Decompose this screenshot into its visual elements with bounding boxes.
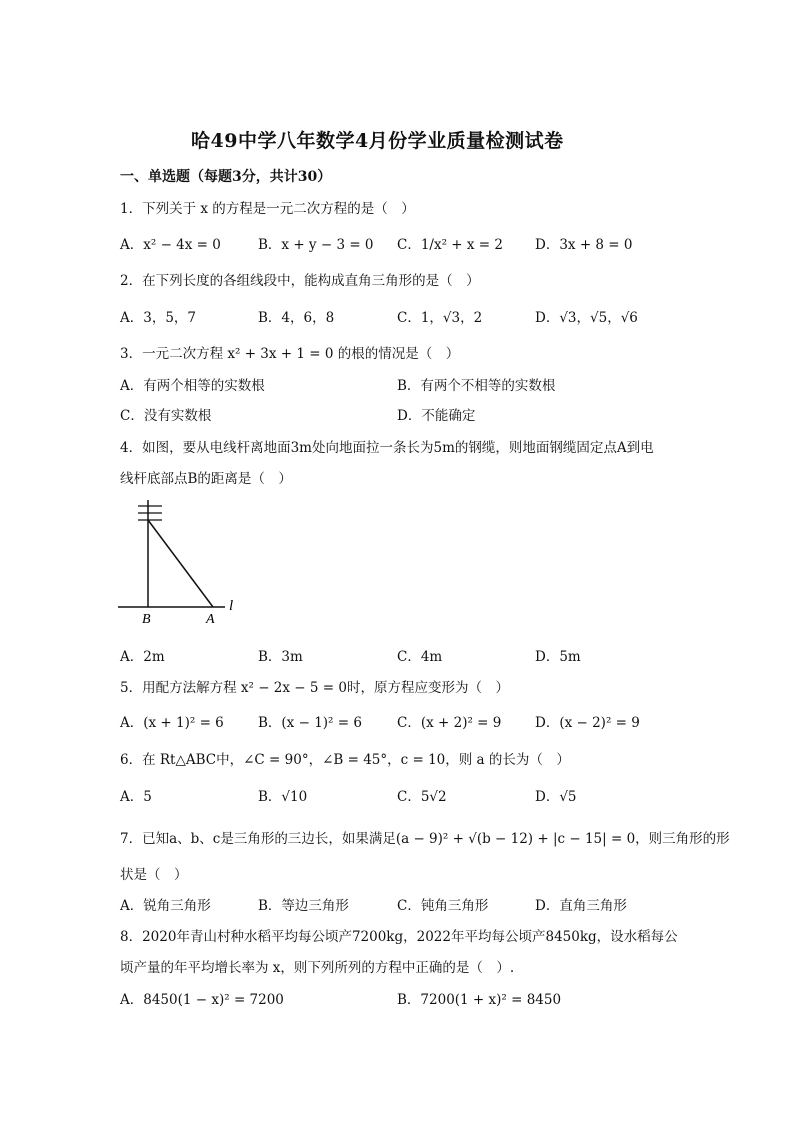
section-heading: 一、单选题（每题3分，共计30） bbox=[120, 169, 332, 185]
question-2-option-b: B．4，6，8 bbox=[258, 310, 335, 326]
question-4-stem-line-1: 4．如图，要从电线杆离地面3m处向地面拉一条长为5m的钢缆，则地面钢缆固定点A到电 bbox=[120, 440, 654, 456]
label-a: A bbox=[206, 612, 215, 627]
question-8-stem-line-2: 顷产量的年平均增长率为 x，则下列所列的方程中正确的是（ ）. bbox=[120, 960, 515, 976]
question-2-option-c: C．1，√3，2 bbox=[397, 310, 483, 326]
question-7-stem-line-2: 状是（ ） bbox=[120, 867, 188, 883]
steel-cable bbox=[148, 520, 213, 607]
question-6-option-d: D．√5 bbox=[535, 789, 577, 805]
question-2-option-a: A．3，5，7 bbox=[120, 310, 197, 326]
question-7-option-b: B．等边三角形 bbox=[258, 898, 349, 914]
question-4-option-c: C．4m bbox=[397, 649, 443, 665]
question-6-option-a: A．5 bbox=[120, 789, 152, 805]
question-8-option-b: B．7200(1 + x)² = 8450 bbox=[397, 992, 562, 1008]
question-7-option-c: C．钝角三角形 bbox=[397, 898, 489, 914]
label-l: l bbox=[229, 598, 234, 614]
question-4-stem-line-2: 线杆底部点B的距离是（ ） bbox=[120, 471, 292, 487]
question-7-stem-line-1: 7．已知a、b、c是三角形的三边长，如果满足(a − 9)² + √(b − 12) + |c − 15| = 0，则三角形的形 bbox=[120, 831, 730, 847]
question-1-stem: 1．下列关于 x 的方程是一元二次方程的是（ ） bbox=[120, 201, 415, 217]
question-3-option-d: D．不能确定 bbox=[397, 408, 476, 424]
page-title: 哈49中学八年数学4月份学业质量检测试卷 bbox=[191, 130, 564, 152]
question-5-option-d: D．(x − 2)² = 9 bbox=[535, 715, 640, 731]
question-1-option-b: B．x + y − 3 = 0 bbox=[258, 237, 374, 253]
question-1-option-d: D．3x + 8 = 0 bbox=[535, 237, 633, 253]
question-5-option-b: B．(x − 1)² = 6 bbox=[258, 715, 362, 731]
question-3-stem: 3．一元二次方程 x² + 3x + 1 = 0 的根的情况是（ ） bbox=[120, 346, 460, 362]
question-6-option-c: C．5√2 bbox=[397, 789, 447, 805]
question-5-option-c: C．(x + 2)² = 9 bbox=[397, 715, 502, 731]
question-4-option-a: A．2m bbox=[120, 649, 165, 665]
question-1-option-c: C．1/x² + x = 2 bbox=[397, 237, 503, 253]
question-4-option-b: B．3m bbox=[258, 649, 303, 665]
question-3-option-b: B．有两个不相等的实数根 bbox=[397, 378, 556, 394]
question-7-option-d: D．直角三角形 bbox=[535, 898, 627, 914]
question-6-stem: 6．在 Rt△ABC中，∠C = 90°，∠B = 45°，c = 10，则 a 的长为（ ） bbox=[120, 752, 570, 768]
question-6-option-b: B．√10 bbox=[258, 789, 308, 805]
label-b: B bbox=[142, 612, 151, 627]
question-2-option-d: D．√3，√5，√6 bbox=[535, 310, 638, 326]
question-5-option-a: A．(x + 1)² = 6 bbox=[120, 715, 224, 731]
question-8-option-a: A．8450(1 − x)² = 7200 bbox=[120, 992, 284, 1008]
question-3-option-a: A．有两个相等的实数根 bbox=[120, 378, 265, 394]
question-5-stem: 5．用配方法解方程 x² − 2x − 5 = 0时，原方程应变形为（ ） bbox=[120, 680, 509, 696]
question-1-option-a: A．x² − 4x = 0 bbox=[120, 237, 221, 253]
pole-cable-figure bbox=[110, 495, 260, 630]
question-2-stem: 2．在下列长度的各组线段中，能构成直角三角形的是（ ） bbox=[120, 273, 480, 289]
question-3-option-c: C．没有实数根 bbox=[120, 408, 212, 424]
question-8-stem-line-1: 8．2020年青山村种水稻平均每公顷产7200kg，2022年平均每公顷产8450kg，设水稻每公 bbox=[120, 929, 678, 945]
question-7-option-a: A．锐角三角形 bbox=[120, 898, 211, 914]
question-4-option-d: D．5m bbox=[535, 649, 581, 665]
